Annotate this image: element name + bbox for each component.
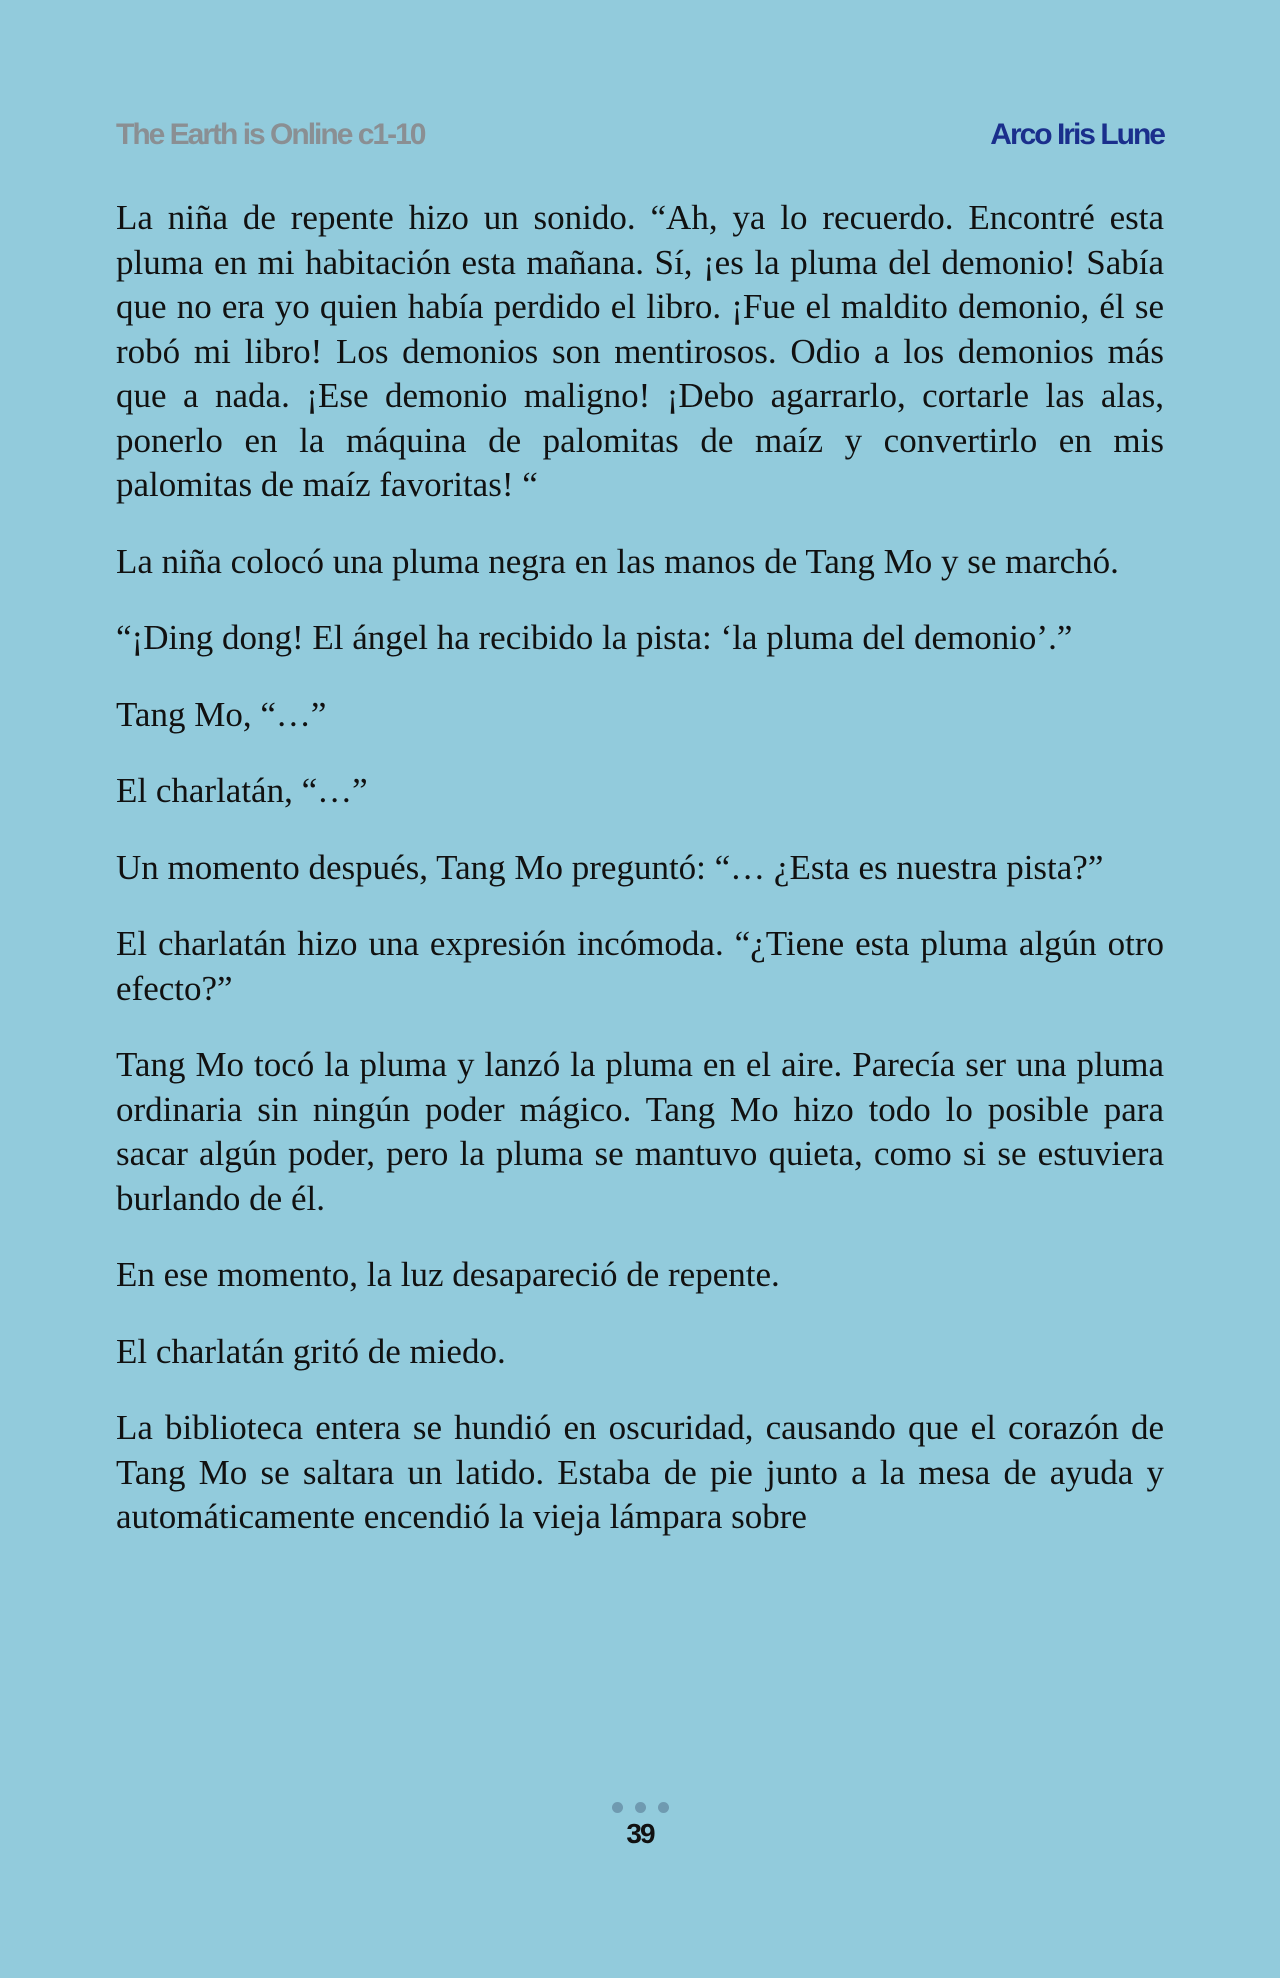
paragraph: Un momento después, Tang Mo preguntó: “… ¿Esta es nuestra pista?” — [116, 847, 1104, 887]
paragraph: La niña colocó una pluma negra en las manos de Tang Mo y se marchó. — [116, 541, 1119, 581]
paragraph: Tang Mo tocó la pluma y lanzó la pluma en el aire. Parecía ser una pluma ordinaria sin ningún poder mágico. Tang Mo hizo todo lo posible para sacar algún poder, pero la pluma se mantuvo quieta, como si se estuviera burlando de él. — [116, 1045, 1164, 1218]
paragraph: El charlatán hizo una expresión incómoda. “¿Tiene esta pluma algún otro efecto?” — [116, 924, 1164, 1008]
paragraph: En ese momento, la luz desapareció de repente. — [116, 1255, 780, 1294]
ornament-dots-icon — [0, 1802, 1280, 1814]
page-footer — [0, 1802, 1280, 1850]
page-number: 39 — [626, 1818, 654, 1849]
paragraph: Tang Mo, “…” — [116, 694, 327, 734]
translator-credit: Arco Iris Lune — [990, 118, 1164, 151]
paragraph: El charlatán gritó de miedo. — [116, 1331, 506, 1371]
paragraph: “¡Ding dong! El ángel ha recibido la pista: ‘la pluma del demonio’.” — [116, 618, 1073, 657]
dot-icon — [612, 1802, 623, 1813]
book-title: The Earth is Online c1-10 — [116, 118, 425, 151]
paragraph: El charlatán, “…” — [116, 771, 368, 810]
paragraph: La biblioteca entera se hundió en oscuridad, causando que el corazón de Tang Mo se saltara un latido. Estaba de pie junto a la mesa de ayuda y automáticamente encendió la vieja lámpara sobre — [116, 1408, 1164, 1536]
paragraph: La niña de repente hizo un sonido. “Ah, ya lo recuerdo. Encontré esta pluma en mi habitación esta mañana. Sí, ¡es la pluma del demonio! Sabía que no era yo quien había perdido el libro. ¡Fue el maldito demonio, él se robó mi libro! Los demonios son mentirosos. Odio a los demonios más que a nada. ¡Ese demonio maligno! ¡Debo agarrarlo, cortarle las alas, ponerlo en la máquina de palomitas de maíz y convertirlo en mis palomitas de maíz favoritas! “ — [116, 198, 1164, 504]
page-body — [116, 196, 1164, 1572]
dot-icon — [658, 1802, 669, 1813]
dot-icon — [635, 1802, 646, 1813]
page-header — [116, 118, 1164, 158]
